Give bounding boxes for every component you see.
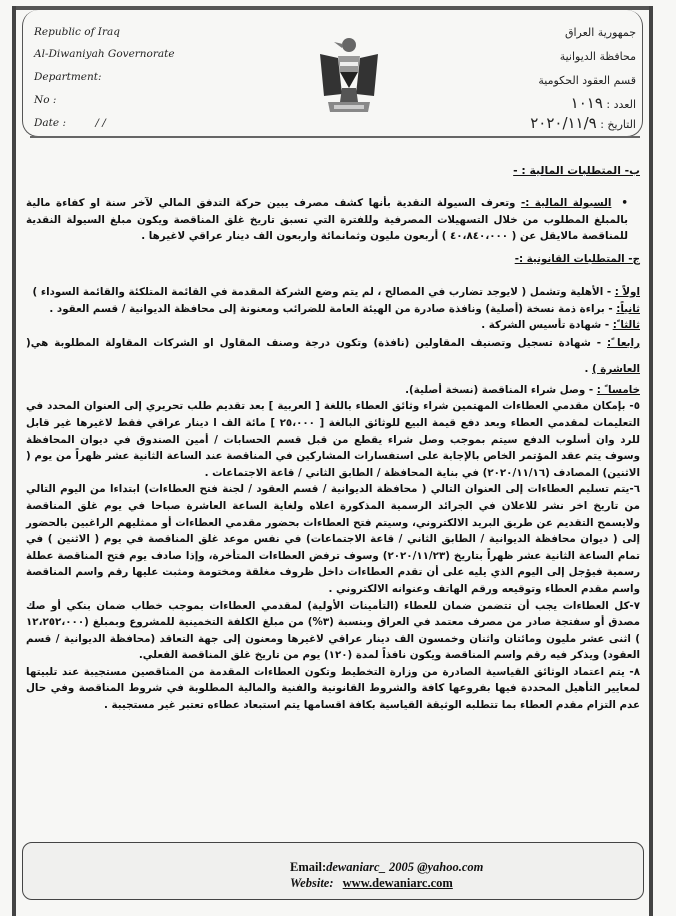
- header-en-date: [34, 117, 106, 129]
- header-ar-date-label: التاريخ :: [600, 118, 636, 131]
- iraq-eagle-emblem-icon: [316, 32, 382, 118]
- liquidity-label: السيولة المالية :-: [520, 197, 612, 209]
- header-ar-country: جمهورية العراق: [564, 26, 636, 39]
- legal-item-first: اولاً : - الأهلية وتشمل ( لايوجد تضارب في المصالح ، لم يتم وضع الشركة المقدمة في القائمة المتلكئة والقائمة السوداء ): [32, 286, 640, 298]
- header-ar-number: [571, 94, 636, 112]
- page-frame-right: [649, 6, 653, 916]
- legal-item-fourth: رابعا ً: - شهادة تسجيل وتصنيف المقاولين (نافذة) وتكون درجة وصنف المقاول او الشركات المقاولة المطلوبة هي( العاشرة ) .: [26, 336, 640, 375]
- header-en-date-label: Date :: [34, 117, 66, 129]
- liquidity-paragraph: [26, 195, 640, 245]
- legal-item-third: ثالثا ً: - شهادة تأسيس الشركة .: [481, 319, 640, 332]
- page-frame-left: [12, 6, 16, 916]
- header-ar-date-value: ٢٠٢٠/١١/٩: [530, 114, 597, 132]
- header-en-country: Republic of Iraq: [34, 26, 120, 38]
- clause-8: ٨- يتم اعتماد الوثائق القياسية الصادرة من وزارة التخطيط وتكون العطاءات المقدمة من المناقصين مستجيبة عند تلبيتها لمعايير التأهيل المحددة فيها بفروعها كافة والشروط القانونية والفنية والمالية المطلوبة في شروط المناقصة وفي حال عدم التزام مقدم العطاء بما تتطلبه الوثيقة القياسية بكافة اقسامها يتم استبعاد عطاءه تعتبر غير مستجيبة .: [26, 665, 640, 712]
- footer-website: [290, 876, 453, 891]
- legal-requirements-heading: ج- المتطلبات القانونية :-: [514, 253, 640, 265]
- liquidity-text: وتعرف السيولة النقدية بأنها كشف مصرف يبين حركة التدفق المالي لآخر سنة او كفاءة مالية بالمبلغ المطلوب من خلال التسهيلات المصرفية وللفترة التي تسبق تاريخ غلق المناقصة ويكون مبلغ السيولة النقدية للمناقصة مالايقل عن ( ٤٠،٨٤٠،٠٠٠ ) أربعون مليون وثمانمائة واربعون الف دينار عراقي لاغيرها .: [26, 197, 628, 243]
- financial-requirements-heading: ب- المتطلبات المالية : -: [513, 164, 640, 177]
- footer-website-link[interactable]: www.dewaniarc.com: [342, 876, 453, 890]
- legal-item-fifth: خامسا ً : - وصل شراء المناقصة (نسخة أصلية).: [405, 383, 640, 396]
- footer-email-label: Email:: [290, 860, 327, 874]
- header-ar-date: [530, 114, 636, 132]
- clause-6: ٦-يتم تسليم العطاءات إلى العنوان التالي ( محافظة الديوانية / قسم العقود / لجنة فتح العطاءات) ابتداءا من اليوم التالي من تاريخ اخر نشر للاعلان في الجرائد الرسمية المذكورة اعلاه ولغاية الساعة العاشرة صباحا في يوم غلق المناقصة ولايسمح التقديم عن طريق البريد الالكتروني، وسيتم فتح العطاءات بحضور مقدمي العطاءات أو ممثليهم الراغبين بالحضور إلى ( ديوان محافظة الديوانية / الطابق الثاني / قاعة الاجتماعات) في نفس موعد غلق المناقصة في يوم ( الاثنين ) في تمام الساعة الثانية عشر ظهراً بتاريخ (٢٠٢٠/١١/٢٣) وسوف ترفض العطاءات المتأخرة، وإذا صادف يوم فتح المناقصة عطلة رسمية فيؤجل إلى اليوم الذي يليه على أن تقدم العطاءات داخل ظروف مغلقة ومختومة ومثبت عليها رقم واسم المناقصة واسم مقدم العطاء وتوقيعه ورقم الهاتف وعنوانه الالكتروني .: [26, 483, 640, 595]
- header-ar-department: قسم العقود الحكومية: [538, 74, 636, 87]
- header-ar-number-value: ١٠١٩: [570, 94, 603, 112]
- legal-requirements-list: [26, 284, 640, 714]
- legal-item-second: ثانياً: - براءة ذمة نسخة (أصلية) ونافذة صادرة من الهيئة العامة للضرائب ومعنونة إلى محافظة الديوانية / قسم العقود .: [49, 302, 640, 315]
- footer-email: [290, 860, 483, 875]
- footer-website-label: Website:: [290, 876, 334, 890]
- clause-5: ٥- بإمكان مقدمي العطاءات المهتمين شراء وثائق العطاء باللغة [ العربية ] بعد تقديم طلب تحريري إلى العنوان المحدد في التعليمات لمقدمي العطاء وبعد دفع قيمة البيع للوثائق البالغة [ ٢٥،٠٠٠ ] مائة الف ا دينار عراقي فقط لاغيرها غير قابل للرد وان أسلوب الدفع سيتم بموجب وصل شراء يقطع من قبل قسم الحسابات / أمين الصندوق في ديوان المحافظة وسوف يتم عقد المؤتمر الخاص بالإجابة على استفسارات المشاركين في المناقصة عند الساعة الثانية عشر ظهراً من يوم ( الاثنين) المصادف (٢٠٢٠/١١/١٦) في بناية المحافظة / الطابق الثاني / قاعة الاجتماعات .: [26, 400, 640, 479]
- header-ar-governorate: محافظة الديوانية: [559, 50, 636, 63]
- header-ar-number-label: العدد :: [606, 98, 636, 111]
- header-en-department: Department:: [34, 71, 102, 83]
- header-en-date-slashes: / /: [95, 117, 106, 129]
- clause-7: ٧-كل العطاءات يجب أن تتضمن ضمان للعطاء (التأمينات الأولية) لمقدمي العطاءات بموجب خطاب ضمان بنكي أو صك مصدق أو سفتجة صادر من مصرف معتمد في العراق وبنسبة (٣%) من مبلغ الكلفة التخمينية للمشروع وبمبلغ (١٢،٢٥٢،٠٠٠ ) اثنى عشر مليون ومائتان واثنان وخمسون الف دينار عراقي لاغيرها ومعنون إلى جهة التعاقد (محافظة الديوانية / قسم العقود) ويذكر فيه رقم واسم المناقصة ويكون نافذاً لمدة (١٢٠) يوم من تاريخ غلق المناقصة الفعلي.: [26, 599, 640, 662]
- header-en-no: No :: [34, 94, 57, 106]
- header-divider: [30, 136, 640, 138]
- header-en-governorate: Al-Diwaniyah Governorate: [34, 48, 175, 60]
- footer-email-link[interactable]: dewaniarc_ 2005 @yahoo.com: [326, 860, 484, 874]
